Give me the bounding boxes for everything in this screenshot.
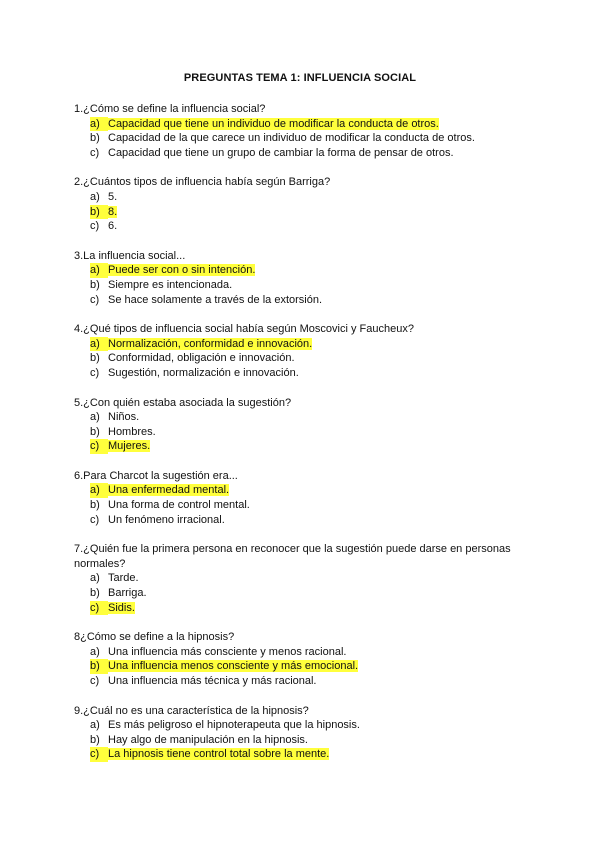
answer-option [90, 733, 544, 748]
answer-option-highlighted [90, 337, 544, 352]
option-list [74, 645, 544, 689]
option-letter: a) [90, 572, 100, 585]
option-text: Mujeres. [108, 440, 151, 453]
option-letter: b) [90, 425, 100, 438]
option-highlight [90, 118, 439, 130]
option-highlight [90, 719, 360, 731]
option-text: Una influencia más técnica y más racional. [108, 675, 317, 687]
option-text: Siempre es intencionada. [108, 278, 233, 291]
option-highlight [90, 514, 225, 526]
option-text: Hay algo de manipulación en la hipnosis. [108, 733, 308, 746]
answer-option [90, 718, 544, 733]
question-7 [74, 542, 544, 615]
answer-option [90, 351, 544, 366]
option-letter: b) [90, 352, 100, 365]
answer-option [90, 410, 544, 425]
answer-option [90, 674, 544, 689]
option-letter: a) [90, 117, 108, 132]
option-text: Una enfermedad mental. [108, 484, 230, 497]
option-highlight [90, 206, 117, 218]
option-highlight [90, 660, 358, 672]
question-text: 1.¿Cómo se define la influencia social? [74, 103, 266, 115]
question-9 [74, 704, 544, 762]
option-list [74, 410, 544, 454]
answer-option [90, 645, 544, 660]
answer-option [90, 366, 544, 381]
option-letter: c) [90, 146, 100, 159]
question-text: 8¿Cómo se define a la hipnosis? [74, 631, 235, 644]
option-letter: c) [90, 747, 108, 762]
option-letter: b) [90, 205, 108, 220]
option-highlight [90, 294, 322, 306]
answer-option-highlighted [90, 205, 544, 220]
option-highlight [90, 748, 329, 760]
option-letter: a) [90, 483, 108, 498]
option-highlight [90, 734, 308, 746]
option-letter: c) [90, 513, 100, 526]
option-text: Capacidad de la que carece un individuo de modificar la conducta de otros. [108, 132, 475, 145]
option-highlight [90, 675, 316, 687]
question-3 [74, 249, 544, 307]
option-letter: b) [90, 587, 100, 600]
option-letter: a) [90, 263, 108, 278]
option-text: 8. [108, 205, 118, 218]
question-text: 4.¿Qué tipos de influencia social había según Moscovici y Faucheux? [74, 323, 414, 336]
option-text: Niños. [108, 411, 140, 424]
answer-option [90, 278, 544, 293]
option-highlight [90, 411, 139, 423]
question-list [74, 102, 544, 777]
option-letter: a) [90, 337, 108, 352]
question-1 [74, 102, 544, 160]
option-text: Sidis. [108, 601, 135, 614]
option-letter: b) [90, 733, 100, 746]
option-text: Capacidad que tiene un individuo de modificar la conducta de otros. [108, 117, 439, 130]
option-text: Puede ser con o sin intención. [108, 264, 256, 277]
option-letter: c) [90, 220, 100, 233]
answer-option-highlighted [90, 747, 544, 762]
option-list [74, 571, 544, 615]
option-list [74, 263, 544, 307]
option-text: Normalización, conformidad e innovación. [108, 337, 313, 350]
answer-option [90, 131, 544, 146]
option-text: Un fenómeno irracional. [108, 513, 225, 526]
answer-option [90, 425, 544, 440]
option-highlight [90, 352, 295, 364]
option-highlight [90, 572, 139, 584]
option-highlight [90, 147, 454, 159]
option-letter: b) [90, 132, 100, 145]
option-text: 6. [108, 220, 118, 233]
question-5 [74, 396, 544, 454]
option-letter: c) [90, 293, 100, 306]
answer-option-highlighted [90, 483, 544, 498]
option-highlight [90, 367, 299, 379]
option-highlight [90, 264, 255, 276]
option-highlight [90, 338, 312, 350]
answer-option-highlighted [90, 439, 544, 454]
option-text: 5. [108, 190, 118, 203]
option-highlight [90, 279, 232, 291]
option-highlight [90, 220, 117, 232]
answer-option [90, 146, 544, 161]
question-text: 2.¿Cuántos tipos de influencia había según Barriga? [74, 176, 331, 189]
option-text: Hombres. [108, 425, 156, 438]
answer-option [90, 513, 544, 528]
question-text: 6.Para Charcot la sugestión era... [74, 469, 238, 482]
option-text: Conformidad, obligación e innovación. [108, 352, 295, 365]
question-text: 9.¿Cuál no es una característica de la hipnosis? [74, 704, 309, 717]
option-letter: c) [90, 366, 100, 379]
option-letter: a) [90, 719, 100, 732]
option-text: Sugestión, normalización e innovación. [108, 366, 299, 379]
option-highlight [90, 602, 135, 614]
option-letter: a) [90, 645, 100, 658]
option-letter: a) [90, 190, 100, 203]
option-text: Una influencia más consciente y menos racional. [108, 645, 347, 658]
question-text: 7.¿Quién fue la primera persona en reconocer que la sugestión puede darse en personas normales? [74, 543, 511, 570]
option-text: Barriga. [108, 587, 147, 600]
answer-option [90, 293, 544, 308]
option-letter: a) [90, 411, 100, 424]
question-2 [74, 175, 544, 233]
page-title: PREGUNTAS TEMA 1: INFLUENCIA SOCIAL [183, 72, 417, 84]
option-letter: c) [90, 601, 108, 616]
option-highlight [90, 646, 346, 658]
answer-option [90, 571, 544, 586]
option-text: Tarde. [108, 572, 139, 585]
option-text: La hipnosis tiene control total sobre la mente. [108, 748, 330, 761]
question-8 [74, 630, 544, 688]
option-list [74, 483, 544, 527]
question-text: 5.¿Con quién estaba asociada la sugestión? [74, 396, 292, 409]
option-list [74, 117, 544, 161]
option-letter: c) [90, 439, 108, 454]
option-text: Una influencia menos consciente y más emocional. [108, 660, 359, 673]
answer-option-highlighted [90, 263, 544, 278]
option-highlight [90, 484, 229, 496]
answer-option [90, 498, 544, 513]
option-highlight [90, 587, 147, 599]
option-highlight [90, 132, 475, 144]
option-letter: b) [90, 278, 100, 291]
answer-option-highlighted [90, 601, 544, 616]
option-highlight [90, 426, 156, 438]
question-4 [74, 322, 544, 380]
option-highlight [90, 499, 250, 511]
option-letter: b) [90, 659, 108, 674]
option-list [74, 718, 544, 762]
option-list [74, 190, 544, 234]
answer-option-highlighted [90, 117, 544, 132]
question-text: 3.La influencia social... [74, 249, 186, 262]
option-list [74, 337, 544, 381]
option-letter: c) [90, 675, 100, 687]
option-text: Es más peligroso el hipnoterapeuta que la hipnosis. [108, 719, 360, 732]
answer-option [90, 586, 544, 601]
option-highlight [90, 440, 150, 452]
option-text: Se hace solamente a través de la extorsión. [108, 293, 323, 306]
answer-option [90, 219, 544, 234]
option-highlight [90, 191, 117, 203]
option-text: Una forma de control mental. [108, 499, 250, 512]
answer-option [90, 190, 544, 205]
option-text: Capacidad que tiene un grupo de cambiar la forma de pensar de otros. [108, 146, 454, 159]
question-6 [74, 469, 544, 527]
option-letter: b) [90, 499, 100, 512]
answer-option-highlighted [90, 659, 544, 674]
